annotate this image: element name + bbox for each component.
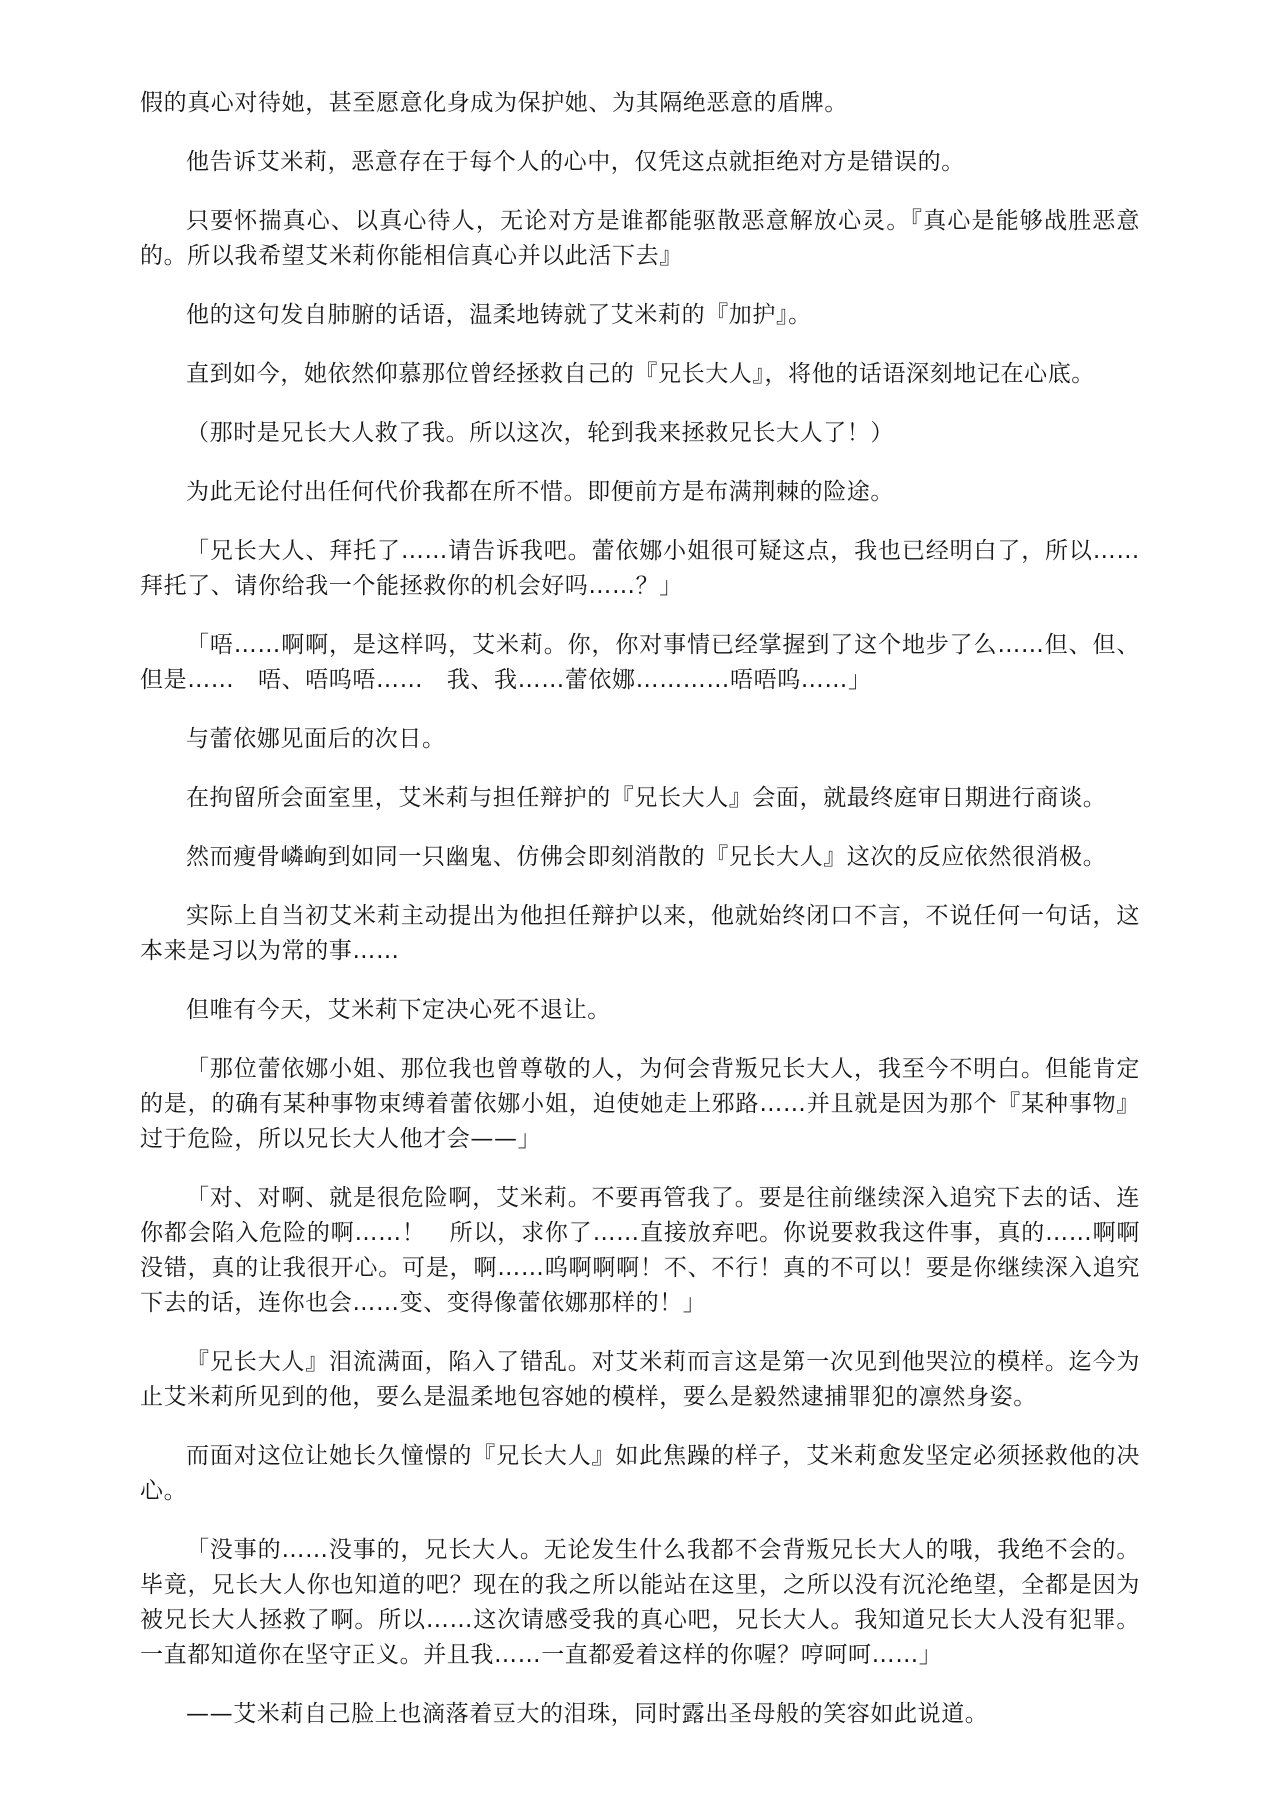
paragraph: 而面对这位让她长久憧憬的『兄长大人』如此焦躁的样子，艾米莉愈发坚定必须拯救他的决心。: [140, 1443, 1140, 1504]
paragraph: 为此无论付出任何代价我都在所不惜。即便前方是布满荆棘的险途。: [186, 479, 894, 505]
paragraph: 与蕾依娜见面后的次日。: [186, 726, 446, 752]
paragraph: 直到如今，她依然仰慕那位曾经拯救自己的『兄长大人』，将他的话语深刻地记在心底。: [186, 361, 1095, 387]
dialogue-paragraph: 「兄长大人、拜托了……请告诉我吧。蕾依娜小姐很可疑这点，我也已经明白了，所以……拜托了、请你给我一个能拯救你的机会好吗……？」: [140, 538, 1140, 599]
paragraph: 只要怀揣真心、以真心待人，无论对方是谁都能驱散恶意解放心灵。『真心是能够战胜恶意的。所以我希望艾米莉你能相信真心并以此活下去』: [140, 208, 1140, 269]
paragraph: 实际上自当初艾米莉主动提出为他担任辩护以来，他就始终闭口不言，不说任何一句话，这本来是习以为常的事……: [140, 903, 1140, 964]
body-text: [140, 86, 1140, 1756]
paragraph: 然而瘦骨嶙峋到如同一只幽鬼、仿佛会即刻消散的『兄长大人』这次的反应依然很消极。: [186, 844, 1107, 870]
paragraph: 他告诉艾米莉，恶意存在于每个人的心中，仅凭这点就拒绝对方是错误的。: [186, 149, 965, 175]
dialogue-paragraph: 「对、对啊、就是很危险啊，艾米莉。不要再管我了。要是往前继续深入追究下去的话、连你都会陷入危险的啊……！ 所以，求你了……直接放弃吧。你说要救我这件事，真的……啊啊没错，真的让我很开心。可是，啊……呜啊啊啊！不、不行！真的不可以！要是你继续深入追究下去的话，连你也会……变、变得像蕾依娜那样的！」: [140, 1185, 1140, 1316]
dialogue-paragraph: 「那位蕾依娜小姐、那位我也曾尊敬的人，为何会背叛兄长大人，我至今不明白。但能肯定的是，的确有某种事物束缚着蕾依娜小姐，迫使她走上邪路……并且就是因为那个『某种事物』过于危险，所以兄长大人他才会——」: [140, 1056, 1140, 1152]
paragraph: 『兄长大人』泪流满面，陷入了错乱。对艾米莉而言这是第一次见到他哭泣的模样。迄今为止艾米莉所见到的他，要么是温柔地包容她的模样，要么是毅然逮捕罪犯的凛然身姿。: [140, 1349, 1140, 1410]
paragraph: （那时是兄长大人救了我。所以这次，轮到我来拯救兄长大人了！）: [186, 420, 894, 446]
dialogue-paragraph: 「没事的……没事的，兄长大人。无论发生什么我都不会背叛兄长大人的哦，我绝不会的。毕竟，兄长大人你也知道的吧？现在的我之所以能站在这里，之所以没有沉沦绝望，全都是因为被兄长大人拯救了啊。所以……这次请感受我的真心吧，兄长大人。我知道兄长大人没有犯罪。一直都知道你在坚守正义。并且我……一直都爱着这样的你喔？哼呵呵……」: [140, 1537, 1140, 1668]
paragraph: 他的这句发自肺腑的话语，温柔地铸就了艾米莉的『加护』。: [186, 302, 812, 328]
paragraph: 假的真心对待她，甚至愿意化身成为保护她、为其隔绝恶意的盾牌。: [140, 90, 848, 116]
paragraph: 但唯有今天，艾米莉下定决心死不退让。: [186, 997, 611, 1023]
dialogue-paragraph: 「唔……啊啊，是这样吗，艾米莉。你，你对事情已经掌握到了这个地步了么……但、但、但是…… 唔、唔呜唔…… 我、我……蕾依娜…………唔唔呜……」: [140, 632, 1140, 693]
paragraph: 在拘留所会面室里，艾米莉与担任辩护的『兄长大人』会面，就最终庭审日期进行商谈。: [186, 785, 1107, 811]
paragraph: ——艾米莉自己脸上也滴落着豆大的泪珠，同时露出圣母般的笑容如此说道。: [186, 1701, 989, 1727]
